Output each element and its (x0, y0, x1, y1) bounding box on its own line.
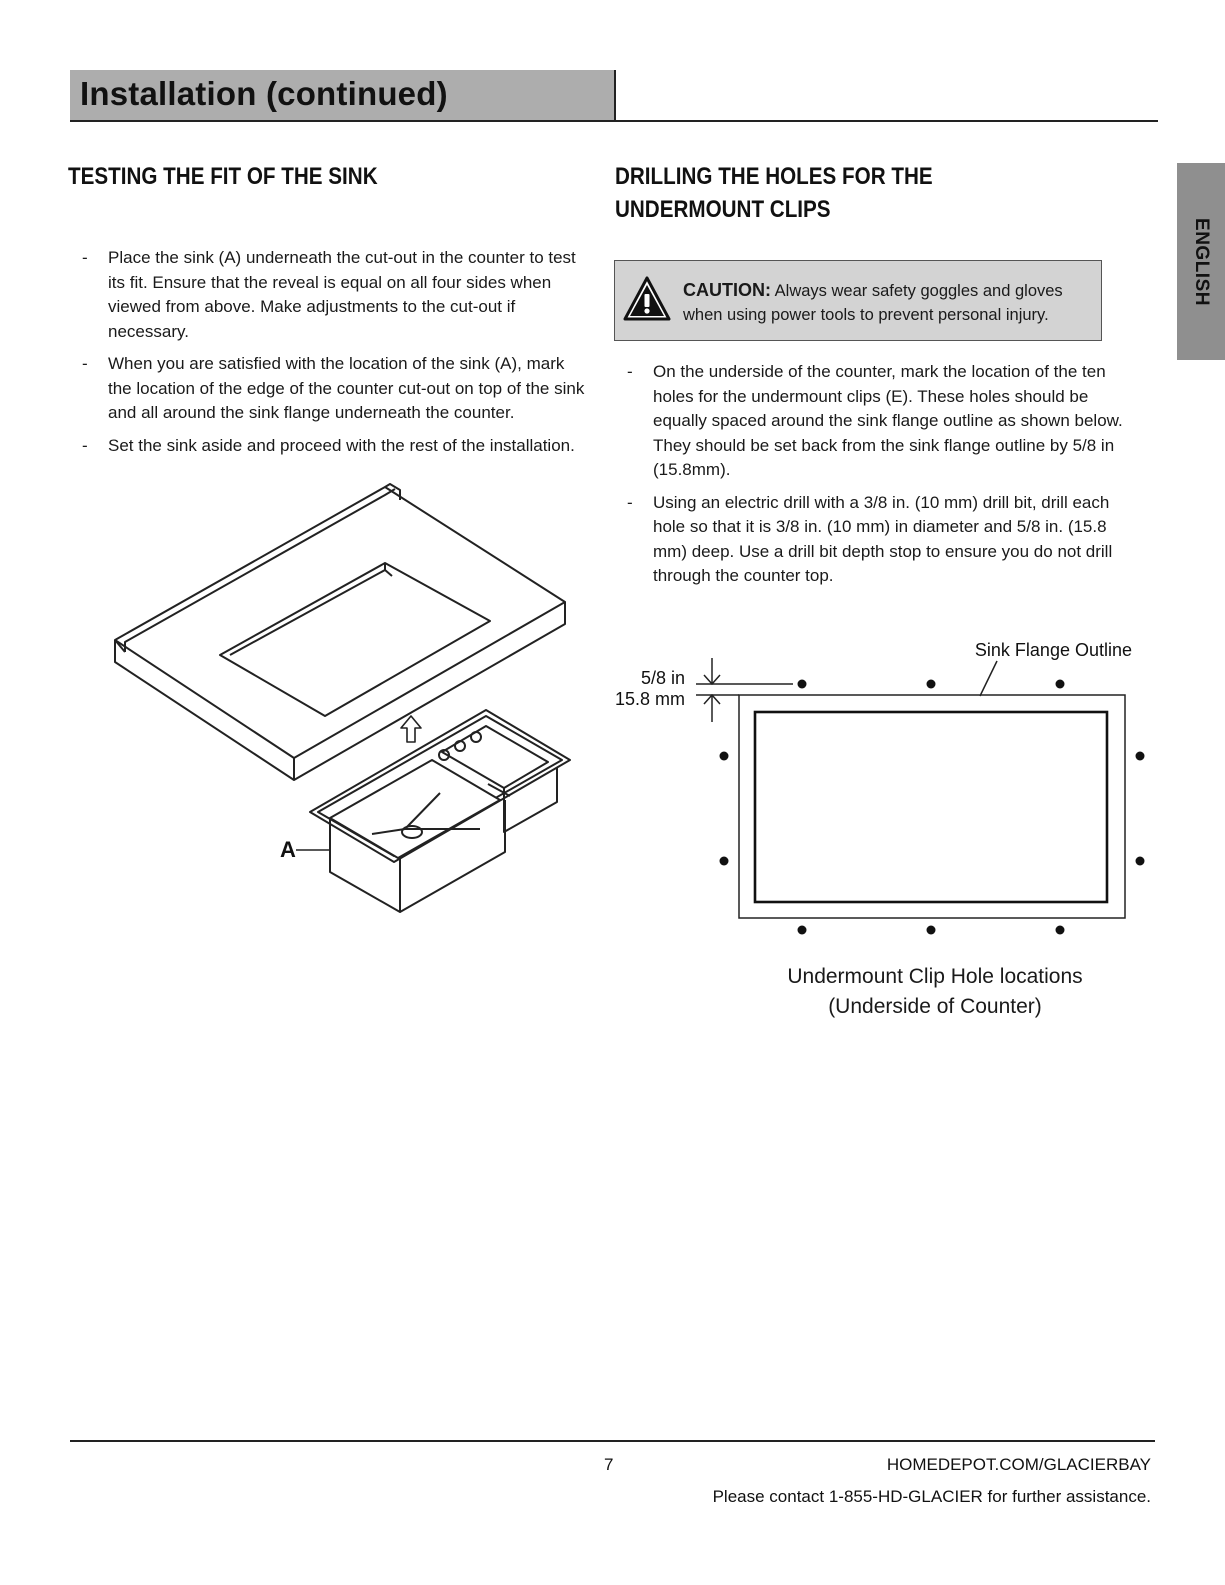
clip-hole (927, 926, 936, 935)
language-tab-label: ENGLISH (1191, 217, 1212, 306)
website-link[interactable]: HOMEDEPOT.COM/GLACIERBAY (886, 1455, 1151, 1474)
list-item: - When you are satisfied with the location of the sink (A), mark the location of the edge of the counter cut-out on top of the sink and all around the sink flange underneath the counter. (82, 354, 585, 422)
clip-hole-diagram (600, 630, 1160, 940)
right-instructions (615, 360, 1135, 597)
sink-fit-illustration (100, 480, 590, 920)
clip-hole (720, 752, 729, 761)
clip-hole (927, 680, 936, 689)
page-number: 7 (604, 1455, 614, 1474)
list-item: - On the underside of the counter, mark the location of the ten holes for the undermount clips (E). These holes should be equally spaced around the sink flange outline as shown below. They should be set back from the sink flange outline by 5/8 in (15.8mm). (627, 362, 1123, 479)
list-item: - Place the sink (A) underneath the cut-out in the counter to test its fit. Ensure that the reveal is equal on all four sides when viewed from above. Make adjustments to the cut-out if necessary. (82, 248, 576, 341)
sink-drawing (296, 710, 570, 912)
diagram-caption: Undermount Clip Hole locations (Underside of Counter) (787, 965, 1083, 1018)
clip-hole (798, 680, 807, 689)
language-tab (1177, 163, 1225, 360)
up-arrow-icon (401, 716, 421, 742)
contact-text: Please contact 1-855-HD-GLACIER for further assistance. (712, 1487, 1151, 1506)
counter-outline (739, 695, 1125, 918)
clip-hole (720, 857, 729, 866)
sink-flange-outline (755, 712, 1107, 902)
clip-hole (1056, 926, 1065, 935)
list-item: - Using an electric drill with a 3/8 in. (10 mm) drill bit, drill each hole so that it is 3/8 in. (10 mm) in diameter and 5/8 in. (15.8 mm) deep. Use a drill bit depth stop to ensure you do not drill through the counter top. (627, 492, 1113, 585)
footer-rule (70, 1440, 1155, 1442)
clip-hole (798, 926, 807, 935)
clip-hole (1056, 680, 1065, 689)
header-rule (70, 120, 1158, 122)
clip-hole (1136, 752, 1145, 761)
list-item: - Set the sink aside and proceed with the rest of the installation. (82, 435, 575, 455)
right-section-heading: DRILLING THE HOLES FOR THE UNDERMOUNT CLIPS (615, 163, 933, 223)
clip-hole (1136, 857, 1145, 866)
left-instructions (70, 246, 590, 466)
caution-text: CAUTION: Always wear safety goggles and gloves when using power tools to prevent personal injury. (683, 280, 1063, 324)
flange-outline-label: Sink Flange Outline (974, 640, 1132, 660)
left-section-heading: TESTING THE FIT OF THE SINK (68, 163, 378, 190)
sink-label: A (280, 837, 296, 862)
warning-icon (623, 275, 671, 323)
caution-box (614, 260, 1102, 341)
dimension-mm: 15.8 mm (614, 689, 685, 709)
clip-holes (720, 680, 1145, 935)
dimension-inches: 5/8 in (640, 668, 685, 688)
header-divider (614, 70, 616, 122)
section-header-bar (70, 70, 615, 121)
page-title: Installation (continued) (80, 75, 448, 112)
